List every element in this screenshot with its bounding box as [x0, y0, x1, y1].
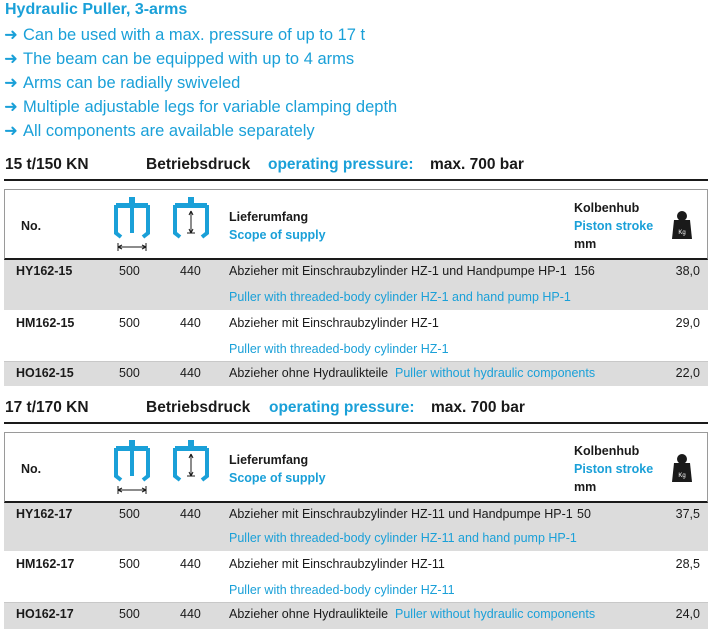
column-header-stroke: Kolbenhub Piston stroke mm — [574, 201, 654, 251]
pressure-value: max. 700 bar — [431, 399, 525, 416]
table-row: HM162-15 500 440 Abzieher mit Einschraubzylinder HZ-1 Puller with threaded-body cylinder HZ-1 29,0 — [4, 310, 708, 362]
table-header — [4, 432, 708, 503]
table-row: HM162-17 500 440 Abzieher mit Einschraubzylinder HZ-11 Puller with threaded-body cylinder HZ-11 28,5 — [4, 551, 708, 603]
column-header-supply: Lieferumfang Scope of supply — [229, 210, 326, 242]
divider — [4, 179, 708, 181]
arrow-right-icon: ➜ — [4, 122, 18, 140]
feature-list — [4, 23, 397, 143]
svg-text:Kg: Kg — [678, 473, 686, 479]
arrow-right-icon: ➜ — [4, 98, 18, 116]
divider — [4, 422, 708, 424]
pressure-label-de: Betriebsdruck — [146, 399, 251, 416]
table-row: HY162-17 500 440 Abzieher mit Einschraubzylinder HZ-11 und Handpumpe HP-1 Puller with threaded-body cylinder HZ-11 and hand pump HP-1 50 37,5 — [4, 503, 708, 551]
pressure-label-de: Betriebsdruck — [146, 156, 251, 173]
table-header — [4, 189, 708, 260]
arrow-right-icon: ➜ — [4, 74, 18, 92]
feature-item: ➜ Can be used with a max. pressure of up to 17 t — [4, 23, 397, 47]
weight-kg-icon — [671, 453, 693, 483]
pressure-value: max. 700 bar — [430, 156, 524, 173]
feature-item: ➜ Multiple adjustable legs for variable clamping depth — [4, 95, 397, 119]
puller-span-icon — [110, 197, 154, 253]
pressure-label-en: operating pressure: — [269, 399, 415, 416]
capacity-label: 17 t/170 KN — [5, 399, 89, 416]
table-row: HO162-17 500 440 Abzieher ohne Hydraulikteile Puller without hydraulic components 24,0 — [4, 603, 708, 629]
arrow-right-icon: ➜ — [4, 50, 18, 68]
page-title: Hydraulic Puller, 3-arms — [5, 1, 188, 18]
feature-item: ➜ All components are available separately — [4, 119, 397, 143]
feature-item: ➜ The beam can be equipped with up to 4 arms — [4, 47, 397, 71]
svg-text:Kg: Kg — [678, 230, 686, 236]
column-header-no: No. — [21, 219, 42, 233]
table-row: HO162-15 500 440 Abzieher ohne Hydraulikteile Puller without hydraulic components 22,0 — [4, 362, 708, 386]
weight-kg-icon — [671, 210, 693, 240]
puller-depth-icon — [169, 197, 213, 253]
capacity-label: 15 t/150 KN — [5, 156, 89, 173]
arrow-right-icon: ➜ — [4, 26, 18, 44]
puller-span-icon — [110, 440, 154, 496]
column-header-no: No. — [21, 462, 42, 476]
pressure-label-en: operating pressure: — [268, 156, 414, 173]
puller-depth-icon — [169, 440, 213, 496]
feature-item: ➜ Arms can be radially swiveled — [4, 71, 397, 95]
column-header-stroke: Kolbenhub Piston stroke mm — [574, 444, 654, 494]
table-row: HY162-15 500 440 Abzieher mit Einschraubzylinder HZ-1 und Handpumpe HP-1 Puller with threaded-body cylinder HZ-1 and hand pump HP-1 156 38,0 — [4, 260, 708, 310]
column-header-supply: Lieferumfang Scope of supply — [229, 453, 326, 485]
